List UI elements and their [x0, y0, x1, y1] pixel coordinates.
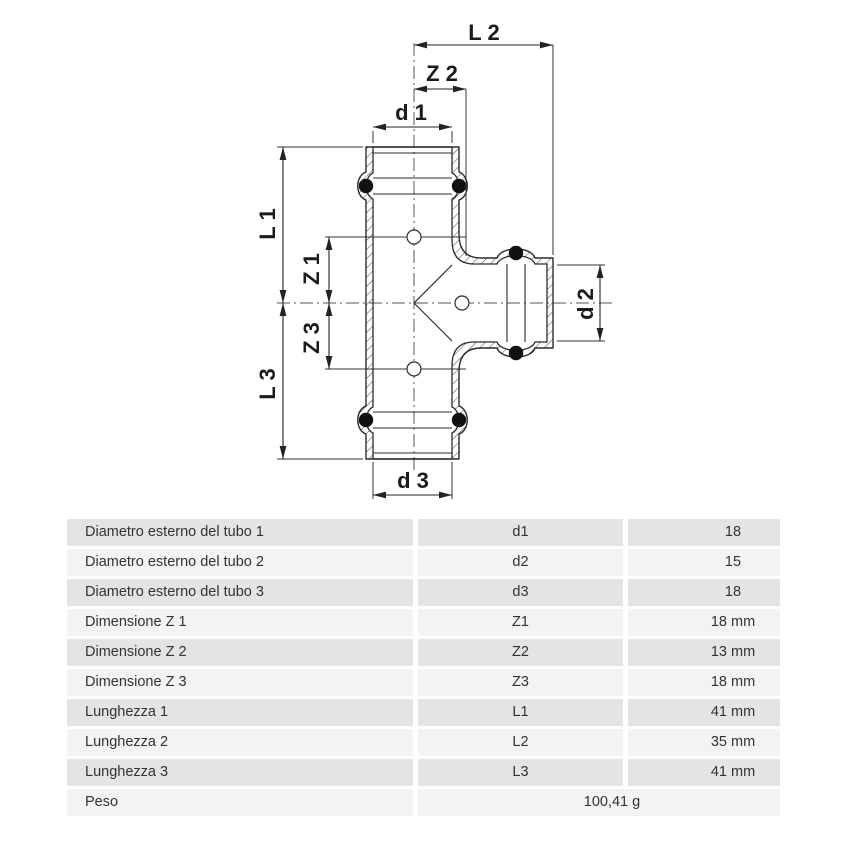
spec-label: Dimensione Z 2 — [67, 639, 413, 666]
o-ring-top-right — [452, 179, 466, 193]
table-row — [67, 759, 780, 786]
spec-label: Dimensione Z 3 — [67, 669, 413, 696]
table-row — [67, 699, 780, 726]
spec-symbol: L3 — [418, 759, 623, 786]
spec-label: Lunghezza 1 — [67, 699, 413, 726]
label-Z1: Z 1 — [299, 253, 324, 285]
o-ring-branch-top — [509, 246, 523, 260]
label-d1: d 1 — [395, 100, 427, 125]
label-Z3: Z 3 — [299, 322, 324, 354]
spec-value: 18 mm — [628, 669, 780, 696]
dimension-arrowheads — [280, 42, 604, 499]
table-row — [67, 669, 780, 696]
spec-value: 15 — [628, 549, 780, 576]
table-row — [67, 519, 780, 546]
spec-symbol: d3 — [418, 579, 623, 606]
spec-label: Diametro esterno del tubo 2 — [67, 549, 413, 576]
spec-value: 18 mm — [628, 609, 780, 636]
spec-label: Diametro esterno del tubo 1 — [67, 519, 413, 546]
spec-value: 41 mm — [628, 699, 780, 726]
spec-symbol: d1 — [418, 519, 623, 546]
spec-value-weight: 100,41 g — [418, 789, 780, 816]
label-L3: L 3 — [255, 368, 280, 400]
o-ring-branch-bottom — [509, 346, 523, 360]
label-L2: L 2 — [468, 20, 500, 45]
table-row — [67, 549, 780, 576]
o-ring-bottom-left — [359, 413, 373, 427]
spec-label: Diametro esterno del tubo 3 — [67, 579, 413, 606]
spec-symbol: d2 — [418, 549, 623, 576]
label-L1: L 1 — [255, 208, 280, 240]
o-ring-bottom-right — [452, 413, 466, 427]
spec-value: 18 — [628, 519, 780, 546]
table-row — [67, 729, 780, 756]
label-Z2: Z 2 — [426, 61, 458, 86]
table-row — [67, 609, 780, 636]
spec-label: Dimensione Z 1 — [67, 609, 413, 636]
spec-symbol: L1 — [418, 699, 623, 726]
label-d3: d 3 — [397, 468, 429, 493]
table-row — [67, 639, 780, 666]
spec-table — [67, 519, 780, 819]
extension-lines — [277, 45, 605, 499]
spec-value: 13 mm — [628, 639, 780, 666]
spec-label: Lunghezza 3 — [67, 759, 413, 786]
spec-symbol: Z2 — [418, 639, 623, 666]
spec-symbol: L2 — [418, 729, 623, 756]
spec-symbol: Z3 — [418, 669, 623, 696]
centerlines — [277, 43, 612, 473]
spec-value: 18 — [628, 579, 780, 606]
o-ring-top-left — [359, 179, 373, 193]
spec-symbol: Z1 — [418, 609, 623, 636]
table-row — [67, 579, 780, 606]
spec-value: 41 mm — [628, 759, 780, 786]
spec-value: 35 mm — [628, 729, 780, 756]
spec-label: Lunghezza 2 — [67, 729, 413, 756]
table-row-weight — [67, 789, 780, 816]
label-d2: d 2 — [573, 288, 598, 320]
spec-label: Peso — [67, 789, 413, 816]
